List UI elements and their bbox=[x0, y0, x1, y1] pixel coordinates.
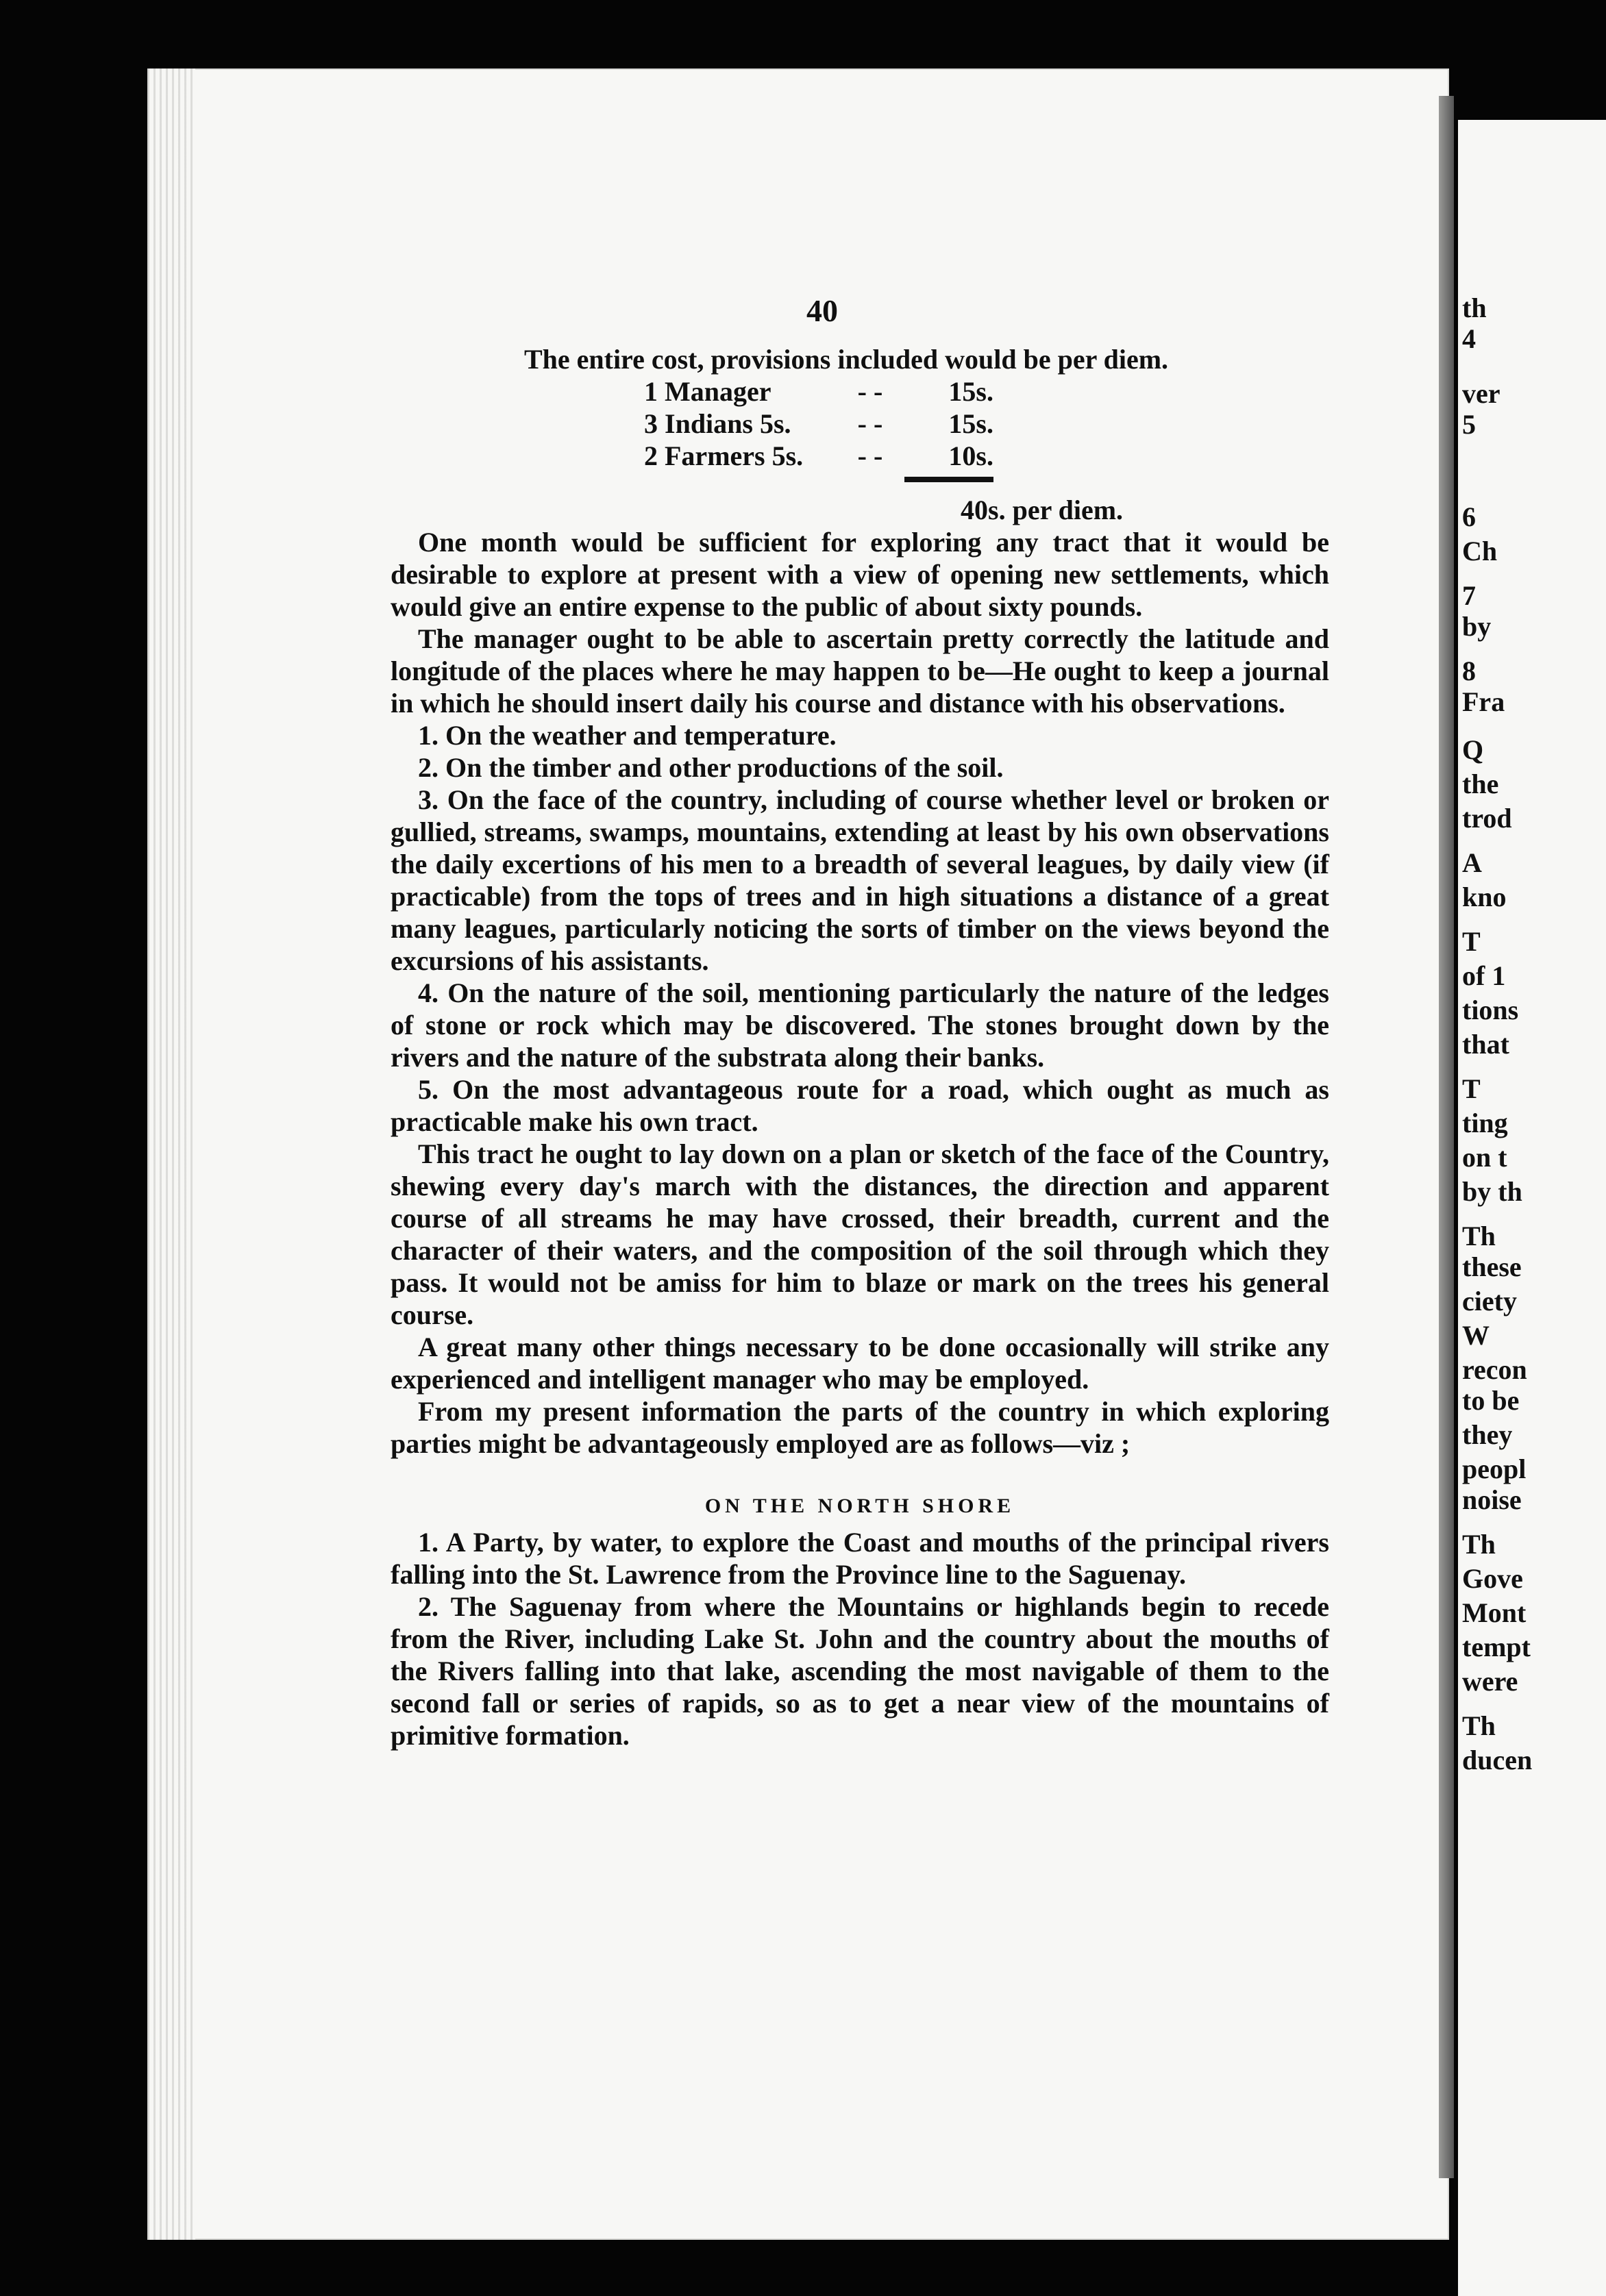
sum-rule bbox=[904, 477, 993, 482]
observation-item: 2. On the timber and other productions of the soil. bbox=[418, 752, 1004, 783]
table-row bbox=[644, 375, 993, 408]
cost-amount: 15s. bbox=[948, 408, 993, 439]
cost-item: 3 Indians 5s. bbox=[644, 408, 791, 439]
observation-item: 3. On the face of the country, including of course whether level or broken or gullied, streams, swamps, mountains, extending at least by his own observations the daily excertions of his men to a breadth of several leagues, by daily view (if practicable) from the tops of trees and in high situations a distance of a great many leagues, particularly noticing the sorts of timber on the views beyond the excursions of his assistants. bbox=[391, 784, 1329, 976]
next-page-fragment: these bbox=[1462, 1251, 1522, 1282]
paragraph: From my present information the parts of the country in which exploring parties might be advantageously employed are as follows—viz ; bbox=[391, 1396, 1329, 1459]
next-page-fragment: Th bbox=[1462, 1221, 1496, 1251]
cost-item: 2 Farmers 5s. bbox=[644, 440, 804, 471]
next-page-fragment: by bbox=[1462, 611, 1492, 642]
sum-rule-row bbox=[644, 472, 993, 487]
next-page-fragment: that bbox=[1462, 1029, 1509, 1060]
cost-item: 1 Manager bbox=[644, 376, 771, 407]
next-page-fragment: tions bbox=[1462, 995, 1519, 1025]
cost-dash: - - bbox=[857, 376, 883, 407]
next-page-fragment: trod bbox=[1462, 803, 1512, 834]
cost-dash: - - bbox=[857, 440, 883, 471]
next-page-fragment: Gove bbox=[1462, 1563, 1523, 1594]
paragraph: A great many other things necessary to be done occasionally will strike any experienced and intelligent manager who may be employed. bbox=[391, 1332, 1329, 1395]
observation-item: 4. On the nature of the soil, mentioning particularly the nature of the ledges of stone or rock which may be discovered. The stones brought down by the rivers and the nature of the substrata along their banks. bbox=[391, 977, 1329, 1073]
paragraph: One month would be sufficient for exploring any tract that it would be desirable to explore at present with a view of opening new settlements, which would give an entire expense to the public of about sixty pounds. bbox=[391, 527, 1329, 622]
next-page-fragment: ting bbox=[1462, 1108, 1508, 1138]
book-gutter bbox=[1439, 96, 1454, 2178]
north-shore-item: 1. A Party, by water, to explore the Coast and mouths of the principal rivers falling into the St. Lawrence from the Province line to the Saguenay. bbox=[391, 1527, 1329, 1590]
next-page-fragment: Ch bbox=[1462, 536, 1498, 566]
next-page-fragment: 6 bbox=[1462, 501, 1476, 532]
next-page-fragment: on t bbox=[1462, 1142, 1507, 1173]
next-page-fragment: T bbox=[1462, 1073, 1481, 1104]
cost-dash: - - bbox=[857, 408, 883, 439]
next-page-fragment: tempt bbox=[1462, 1632, 1531, 1662]
next-page-fragment: ducen bbox=[1462, 1745, 1533, 1775]
next-page-fragment: recon bbox=[1462, 1354, 1527, 1385]
next-page-fragment: 7 bbox=[1462, 580, 1476, 611]
right-page bbox=[1458, 120, 1606, 2296]
next-page-fragment: W bbox=[1462, 1320, 1490, 1351]
next-page-fragment: of 1 bbox=[1462, 960, 1506, 991]
next-page-fragment: by th bbox=[1462, 1176, 1522, 1207]
paragraph: The manager ought to be able to ascertain pretty correctly the latitude and longitude of the places where he may happen to be—He ought to keep a journal in which he should insert daily his course and distance with his observations. bbox=[391, 623, 1329, 719]
table-row bbox=[644, 408, 993, 440]
next-page-fragment: 4 bbox=[1462, 323, 1476, 354]
observation-item: 5. On the most advantageous route for a road, which ought as much as practicable make his own tract. bbox=[391, 1074, 1329, 1137]
section-heading: ON THE NORTH SHORE bbox=[704, 1495, 1015, 1517]
cost-amount: 10s. bbox=[948, 440, 993, 471]
next-page-fragment: Th bbox=[1462, 1710, 1496, 1741]
paragraph: This tract he ought to lay down on a plan or sketch of the face of the Country, shewing every day's march with the distances, the direction and apparent course of all streams he may have crossed, their breadth, current and the character of their waters, and the composition of the soil through which they pass. It would not be amiss for him to blaze or mark on the trees his general course. bbox=[391, 1138, 1329, 1330]
cost-intro: The entire cost, provisions included would be per diem. bbox=[523, 344, 1169, 375]
next-page-fragment: they bbox=[1462, 1419, 1513, 1450]
next-page-fragment: 5 bbox=[1462, 409, 1476, 440]
page-number: 40 bbox=[806, 293, 838, 328]
page-text bbox=[391, 295, 1329, 1751]
next-page-fragment: T bbox=[1462, 926, 1481, 957]
observation-item: 1. On the weather and temperature. bbox=[418, 720, 837, 751]
next-page-fragment: A bbox=[1462, 847, 1482, 878]
next-page-fragment: ciety bbox=[1462, 1286, 1517, 1317]
cost-table bbox=[644, 375, 993, 487]
next-page-fragment: peopl bbox=[1462, 1453, 1527, 1484]
page-edges bbox=[147, 68, 195, 2240]
next-page-fragment: Fra bbox=[1462, 686, 1505, 717]
cost-amount: 15s. bbox=[948, 376, 993, 407]
next-page-fragment: Mont bbox=[1462, 1597, 1527, 1628]
next-page-fragment: Q bbox=[1462, 734, 1484, 765]
next-page-fragment: the bbox=[1462, 769, 1499, 799]
next-page-fragment: to be bbox=[1462, 1385, 1520, 1416]
next-page-fragment: th bbox=[1462, 292, 1487, 323]
table-row bbox=[644, 440, 993, 472]
next-page-fragment: Th bbox=[1462, 1529, 1496, 1560]
next-page-fragment: noise bbox=[1462, 1484, 1522, 1515]
north-shore-item: 2. The Saguenay from where the Mountains or highlands begin to recede from the River, including Lake St. John and the country about the mouths of the Rivers falling into that lake, ascending the most navigable of them to the second fall or series of rapids, so as to get a near view of the mountains of primitive formation. bbox=[391, 1591, 1329, 1751]
next-page-fragment: ver bbox=[1462, 378, 1500, 409]
next-page-fragment: were bbox=[1462, 1666, 1518, 1697]
next-page-fragment: kno bbox=[1462, 882, 1507, 912]
next-page-fragment: 8 bbox=[1462, 656, 1476, 686]
cost-total: 40s. per diem. bbox=[961, 495, 1124, 525]
